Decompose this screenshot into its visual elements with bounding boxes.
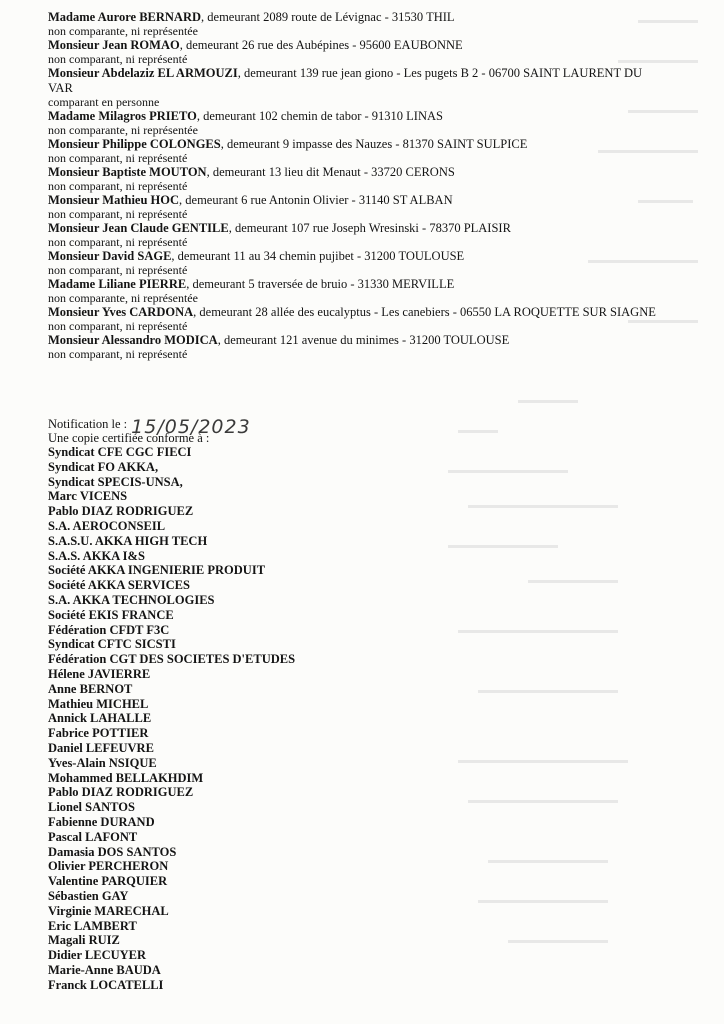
party-entry <box>48 109 668 137</box>
recipient-item: Olivier PERCHERON <box>48 859 169 874</box>
recipient-item: Sébastien GAY <box>48 888 129 903</box>
party-line <box>48 249 668 264</box>
party-line <box>48 137 668 152</box>
recipient-item: Pablo DIAZ RODRIGUEZ <box>48 785 194 800</box>
party-address: , demeurant 11 au 34 chemin pujibet - 31200 TOULOUSE <box>171 249 465 263</box>
recipient-item: Annick LAHALLE <box>48 711 152 726</box>
handwritten-date: 15/05/2023 <box>131 416 251 438</box>
party-status: non comparant, ni représenté <box>48 319 188 333</box>
recipient-item: Anne BERNOT <box>48 681 133 696</box>
recipient-item: Syndicat SPECIS-UNSA, <box>48 474 183 489</box>
recipient-item: Virginie MARECHAL <box>48 903 169 918</box>
recipient-item: Fabrice POTTIER <box>48 726 149 741</box>
recipient-item: Fédération CFDT F3C <box>48 622 170 637</box>
recipient-item: Didier LECUYER <box>48 948 147 963</box>
party-line <box>48 38 668 53</box>
recipient-item: Société AKKA INGENIERIE PRODUIT <box>48 563 266 578</box>
recipient-item: Damasia DOS SANTOS <box>48 844 177 859</box>
party-entry <box>48 137 668 165</box>
party-name: Monsieur Abdelaziz EL ARMOUZI <box>48 66 238 80</box>
party-line <box>48 66 668 96</box>
party-name: Madame Liliane PIERRE <box>48 277 187 291</box>
party-address: , demeurant 107 rue Joseph Wresinski - 78370 PLAISIR <box>228 221 511 235</box>
party-line <box>48 333 668 348</box>
recipients-list <box>48 445 668 992</box>
recipient-item: S.A. AKKA TECHNOLOGIES <box>48 592 215 607</box>
party-address: , demeurant 139 rue jean giono - Les pugets B 2 - 06700 SAINT LAURENT DU VAR <box>48 66 643 95</box>
recipient-item: Lionel SANTOS <box>48 800 135 815</box>
recipient-item: Fabienne DURAND <box>48 814 155 829</box>
party-status: non comparant, ni représenté <box>48 52 188 66</box>
party-address: , demeurant 26 rue des Aubépines - 95600 EAUBONNE <box>179 38 463 52</box>
party-line <box>48 109 668 124</box>
recipient-item: S.A. AEROCONSEIL <box>48 518 166 533</box>
party-status: non comparant, ni représenté <box>48 179 188 193</box>
recipient-item: Valentine PARQUIER <box>48 874 168 889</box>
party-status: non comparante, ni représentée <box>48 291 198 305</box>
party-status: non comparante, ni représentée <box>48 24 198 38</box>
party-entry <box>48 165 668 193</box>
recipient-item: Magali RUIZ <box>48 933 120 948</box>
party-address: , demeurant 102 chemin de tabor - 91310 LINAS <box>196 109 443 123</box>
notification-section <box>48 417 668 992</box>
party-status: non comparant, ni représenté <box>48 347 188 361</box>
party-entry <box>48 193 668 221</box>
party-name: Monsieur Yves CARDONA <box>48 305 194 319</box>
copy-intro: Une copie certifiée conforme à : <box>48 431 210 445</box>
party-status: non comparant, ni représenté <box>48 263 188 277</box>
recipient-item: Pascal LAFONT <box>48 829 138 844</box>
party-line <box>48 165 668 180</box>
recipient-item: Société AKKA SERVICES <box>48 578 190 593</box>
recipient-item: Société EKIS FRANCE <box>48 607 174 622</box>
party-status: comparant en personne <box>48 95 160 109</box>
recipient-item: Syndicat FO AKKA, <box>48 459 159 474</box>
recipient-item: Daniel LEFEUVRE <box>48 740 154 755</box>
party-name: Monsieur David SAGE <box>48 249 172 263</box>
party-line <box>48 305 668 320</box>
party-entry <box>48 38 668 66</box>
party-entry <box>48 66 668 109</box>
party-status: non comparant, ni représenté <box>48 235 188 249</box>
party-name: Monsieur Baptiste MOUTON <box>48 165 207 179</box>
recipient-item: Pablo DIAZ RODRIGUEZ <box>48 504 194 519</box>
recipient-item: Marie-Anne BAUDA <box>48 962 161 977</box>
party-line <box>48 221 668 236</box>
recipient-item: Franck LOCATELLI <box>48 977 164 992</box>
party-entry <box>48 277 668 305</box>
recipient-item: Syndicat CFE CGC FIECI <box>48 445 192 459</box>
party-address: , demeurant 121 avenue du minimes - 31200 TOULOUSE <box>217 333 510 347</box>
recipient-item: S.A.S. AKKA I&S <box>48 548 145 563</box>
party-line <box>48 193 668 208</box>
party-name: Monsieur Jean Claude GENTILE <box>48 221 229 235</box>
party-name: Monsieur Alessandro MODICA <box>48 333 218 347</box>
parties-list <box>48 10 668 361</box>
party-name: Monsieur Philippe COLONGES <box>48 137 221 151</box>
recipient-item: Yves-Alain NSIQUE <box>48 755 157 770</box>
party-entry <box>48 333 668 361</box>
recipient-item: S.A.S.U. AKKA HIGH TECH <box>48 533 208 548</box>
notification-label: Notification le : <box>48 417 128 431</box>
recipient-item: Marc VICENS <box>48 489 128 504</box>
recipient-item: Fédération CGT DES SOCIETES D'ETUDES <box>48 652 296 667</box>
recipient-item: Mathieu MICHEL <box>48 696 149 711</box>
party-address: , demeurant 9 impasse des Nauzes - 81370 SAINT SULPICE <box>220 137 528 151</box>
recipient-item: Syndicat CFTC SICSTI <box>48 637 176 652</box>
party-name: Madame Milagros PRIETO <box>48 109 197 123</box>
party-status: non comparante, ni représentée <box>48 123 198 137</box>
party-entry <box>48 305 668 333</box>
party-entry <box>48 10 668 38</box>
party-name: Monsieur Jean ROMAO <box>48 38 180 52</box>
party-address: , demeurant 5 traversée de bruio - 31330 MERVILLE <box>186 277 455 291</box>
party-status: non comparant, ni représenté <box>48 151 188 165</box>
party-line <box>48 277 668 292</box>
party-entry <box>48 249 668 277</box>
party-address: , demeurant 28 allée des eucalyptus - Les canebiers - 06550 LA ROQUETTE SUR SIAGNE <box>193 305 656 319</box>
party-address: , demeurant 6 rue Antonin Olivier - 31140 ST ALBAN <box>179 193 453 207</box>
party-address: , demeurant 13 lieu dit Menaut - 33720 CERONS <box>206 165 455 179</box>
recipient-item: Hélene JAVIERRE <box>48 666 151 681</box>
recipient-item: Mohammed BELLAKHDIM <box>48 770 204 785</box>
party-name: Monsieur Mathieu HOC <box>48 193 180 207</box>
party-status: non comparant, ni représenté <box>48 207 188 221</box>
party-line <box>48 10 668 25</box>
party-address: , demeurant 2089 route de Lévignac - 31530 THIL <box>201 10 455 24</box>
recipient-item: Eric LAMBERT <box>48 918 137 933</box>
party-name: Madame Aurore BERNARD <box>48 10 202 24</box>
party-entry <box>48 221 668 249</box>
